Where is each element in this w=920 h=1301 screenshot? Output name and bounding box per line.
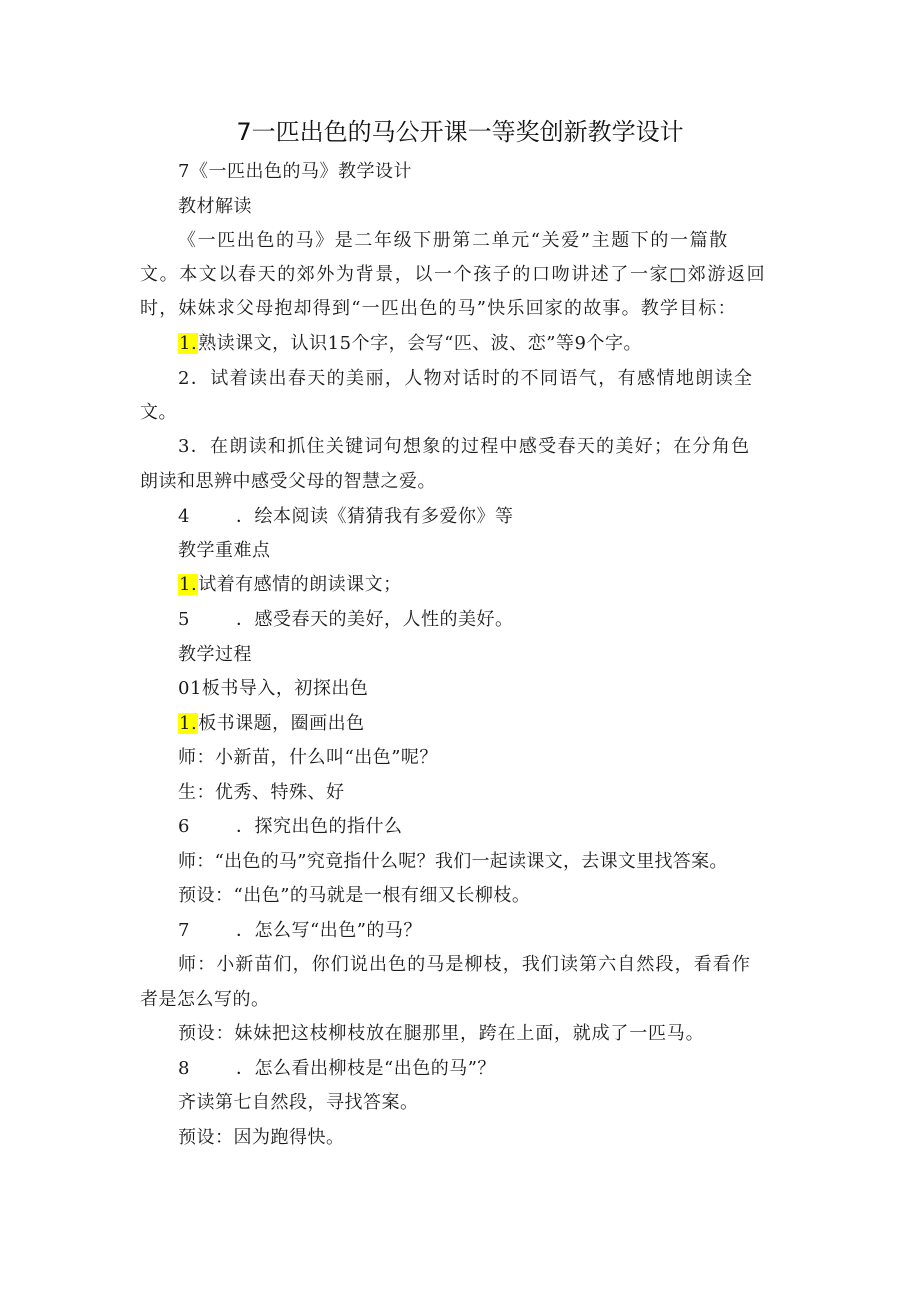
list-number: 5 [178,609,190,630]
highlighted-number: 1. [179,713,198,734]
paragraph-line: 文。本文以春天的郊外为背景，以一个孩子的口吻讲述了一家□郊游返回 [140,264,767,285]
highlighted-number: 1. [179,574,198,595]
list-number: 8 [178,1058,190,1079]
key-item-1 [178,572,402,598]
list-number: 6 [178,816,190,837]
paragraph-line: 朗读和思辨中感受父母的智慧之爱。 [140,471,436,492]
step-text: ．探究出色的指什么 [236,816,403,837]
list-number: 7 [178,920,190,941]
step-text: ．怎么写“出色”的马？ [236,920,422,941]
process-step-8 [178,1056,496,1082]
paragraph-line: 齐读第七自然段，寻找答案。 [178,1092,419,1113]
process-step-6 [178,814,403,840]
preset-line: 预设：因为跑得快。 [178,1127,345,1148]
preset-line: 预设：“出色”的马就是一根有细又长柳枝。 [178,885,531,906]
highlighted-number: 1. [179,333,198,354]
goal-item-3: 3．在朗读和抓住关键词句想象的过程中感受春天的美好；在分角色 [178,436,751,457]
goal-item-4 [178,504,514,530]
paragraph-line: 时，妹妹求父母抱却得到“一匹出色的马”快乐回家的故事。教学目标： [140,298,737,319]
process-step-7 [178,918,422,944]
preset-line: 预设：妹妹把这枝柳枝放在腿那里，跨在上面，就成了一匹马。 [178,1023,705,1044]
step-text: 板书课题，圈画出色 [198,713,365,734]
dialogue-line: 师：小新苗们，你们说出色的马是柳枝，我们读第六自然段，看看作 [178,954,751,975]
section-heading-key: 教学重难点 [178,540,271,561]
section-heading-reading: 教材解读 [178,196,252,217]
lesson-subtitle: 7《一匹出色的马》教学设计 [178,161,412,182]
goal-item-2: 2．试着读出春天的美丽，人物对话时的不同语气，有感情地朗读全 [178,368,754,389]
goal-text: 熟读课文，认识15个字，会写“匹、波、恋”等9个字。 [198,333,642,354]
list-number: 4 [178,506,190,527]
dialogue-line: 生：优秀、特殊、好 [178,782,345,803]
key-item-2 [178,607,514,633]
key-text: ．感受春天的美好，人性的美好。 [236,609,514,630]
step-text: ．怎么看出柳枝是“出色的马”？ [236,1058,496,1079]
document-title: 7一匹出色的马公开课一等奖创新教学设计 [236,118,684,146]
process-step-01: 01板书导入，初探出色 [178,678,369,699]
key-text: 试着有感情的朗读课文； [198,574,402,595]
paragraph-line: 者是怎么写的。 [140,989,270,1010]
dialogue-line: 师：“出色的马”究竟指什么呢？我们一起读课文，去课文里找答案。 [178,851,728,872]
paragraph-line: 文。 [140,402,177,423]
goal-item-1 [178,331,642,357]
dialogue-line: 师：小新苗，什么叫“出色”呢？ [178,747,438,768]
paragraph-line: 《一匹出色的马》是二年级下册第二单元“关爱”主题下的一篇散 [178,230,729,251]
goal-text: ．绘本阅读《猜猜我有多爱你》等 [236,506,514,527]
section-heading-process: 教学过程 [178,644,252,665]
process-step-1 [178,711,365,737]
